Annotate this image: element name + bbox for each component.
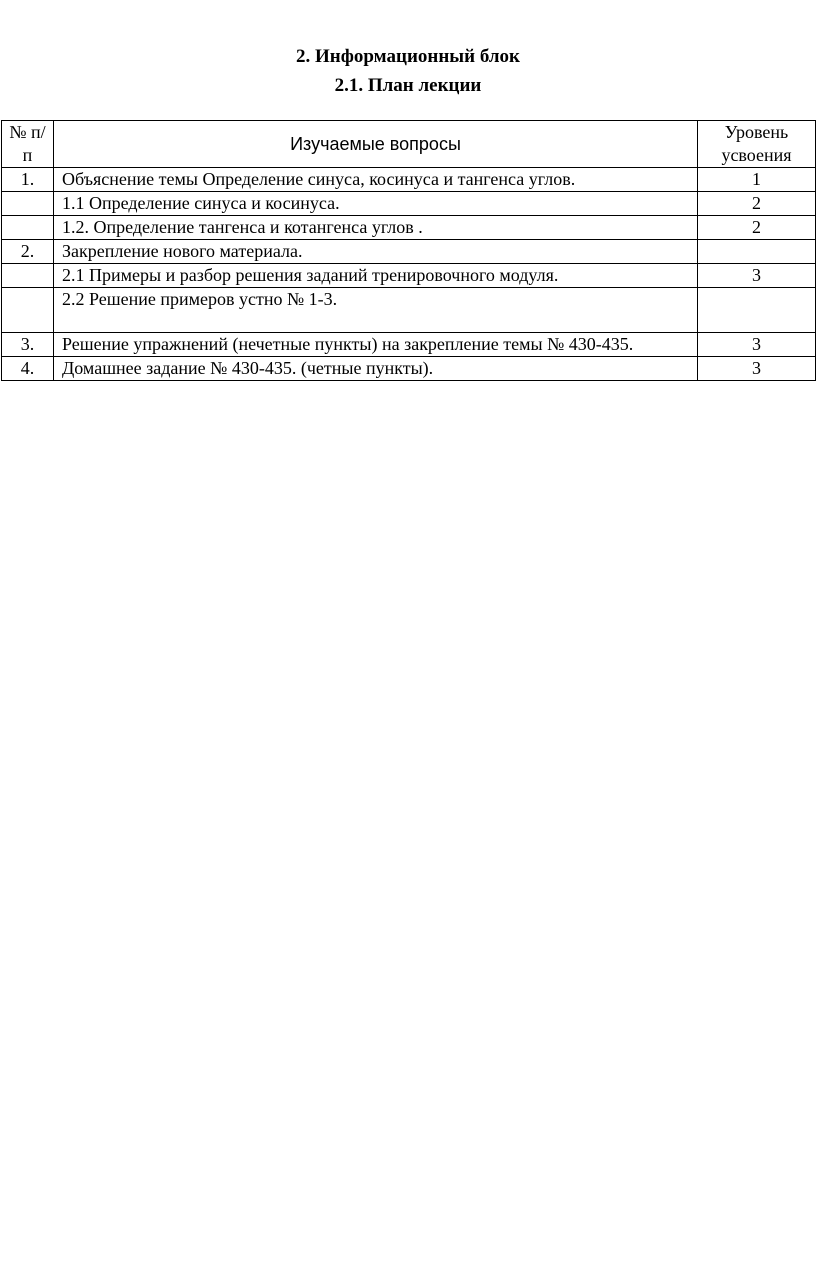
table-row (2, 216, 816, 240)
row-number (2, 264, 54, 288)
row-question: Домашнее задание № 430-435. (четные пункты). (54, 357, 698, 381)
row-number (2, 192, 54, 216)
row-number: 1. (2, 168, 54, 192)
row-level: 3 (698, 264, 816, 288)
row-question: Закрепление нового материала. (54, 240, 698, 264)
row-question: 1.2. Определение тангенса и котангенса углов . (54, 216, 698, 240)
row-level: 1 (698, 168, 816, 192)
table-row (2, 264, 816, 288)
row-level: 3 (698, 357, 816, 381)
table-header-row (2, 121, 816, 168)
table-row (2, 192, 816, 216)
row-number (2, 288, 54, 333)
header-level: Уровень усвоения (698, 121, 816, 168)
header-questions: Изучаемые вопросы (54, 121, 698, 168)
row-number: 2. (2, 240, 54, 264)
row-question: Объяснение темы Определение синуса, косинуса и тангенса углов. (54, 168, 698, 192)
row-question: 2.2 Решение примеров устно № 1-3. (54, 288, 698, 333)
header-number: № п/п (2, 121, 54, 168)
table-row (2, 357, 816, 381)
row-number: 3. (2, 333, 54, 357)
table-row (2, 168, 816, 192)
lecture-plan-table (1, 120, 816, 381)
section-subtitle: 2.1. План лекции (334, 75, 482, 96)
row-number (2, 216, 54, 240)
row-level: 3 (698, 333, 816, 357)
row-number: 4. (2, 357, 54, 381)
row-level: 2 (698, 216, 816, 240)
table-row (2, 333, 816, 357)
table-row (2, 240, 816, 264)
row-level: 2 (698, 192, 816, 216)
row-question: 1.1 Определение синуса и косинуса. (54, 192, 698, 216)
row-level (698, 288, 816, 333)
row-question: Решение упражнений (нечетные пункты) на закрепление темы № 430-435. (54, 333, 698, 357)
table-row (2, 288, 816, 333)
section-title: 2. Информационный блок (296, 46, 520, 67)
row-question: 2.1 Примеры и разбор решения заданий тренировочного модуля. (54, 264, 698, 288)
row-level (698, 240, 816, 264)
